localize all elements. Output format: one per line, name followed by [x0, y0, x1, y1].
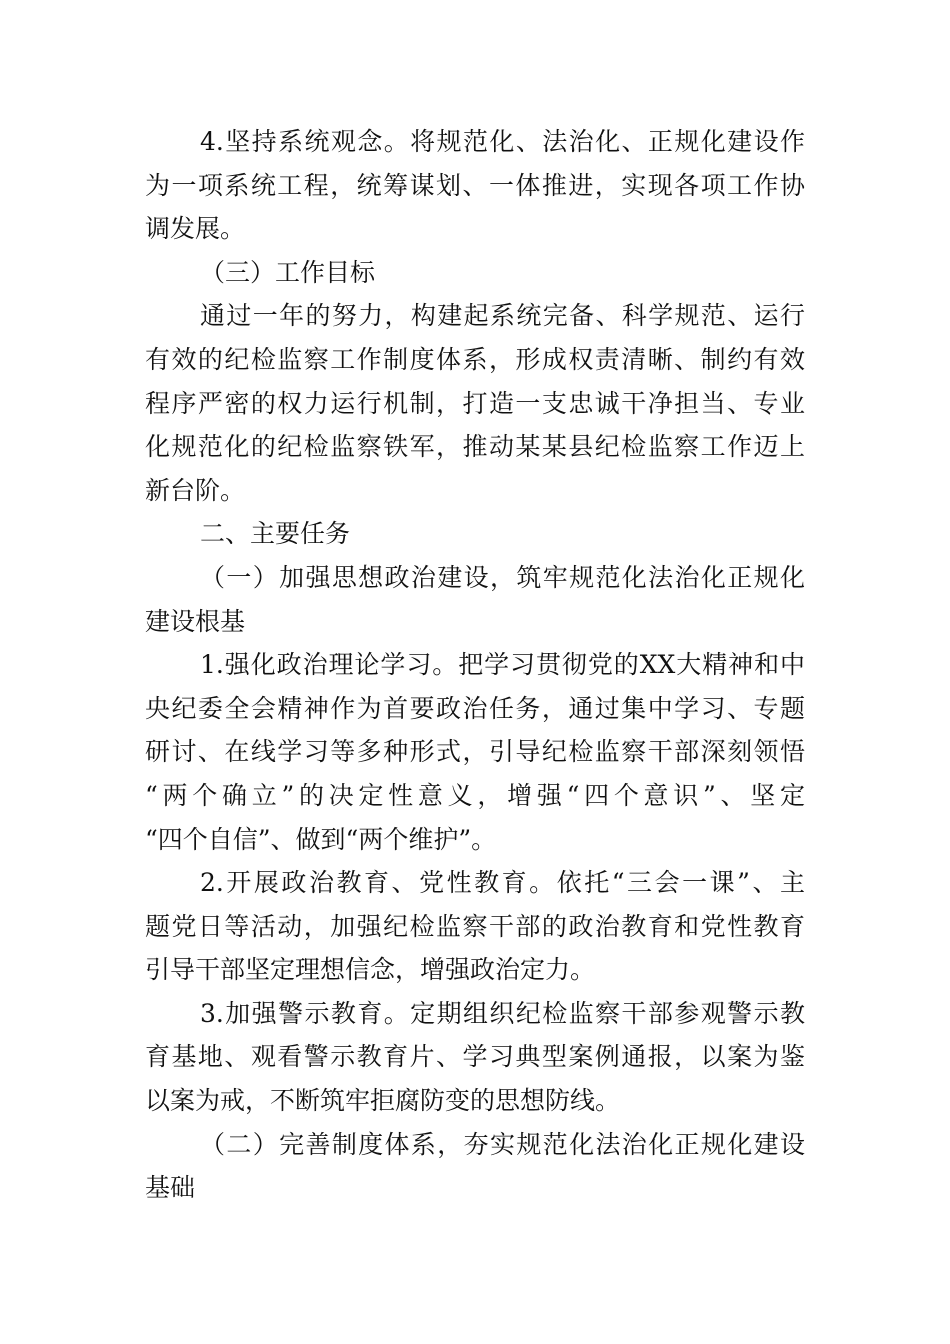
text-line: 题党日等活动，加强纪检监察干部的政治教育和党性教育 [145, 911, 805, 941]
text-line: （三）工作目标 [200, 257, 376, 287]
text-line: “四个自信”、做到“两个维护”。 [145, 824, 497, 854]
text-line: 新台阶。 [145, 475, 246, 505]
text-line: 1.强化政治理论学习。把学习贯彻党的XX大精神和中 [200, 650, 805, 680]
text-line: 化规范化的纪检监察铁军，推动某某县纪检监察工作迈上 [145, 432, 805, 462]
paragraph [145, 294, 805, 512]
document-page [145, 120, 805, 1210]
text-line: 央纪委全会精神作为首要政治任务，通过集中学习、专题 [145, 693, 805, 723]
text-line: 3.加强警示教育。定期组织纪检监察干部参观警示教 [200, 998, 805, 1028]
text-line: 基础 [145, 1173, 196, 1203]
text-line: （二）完善制度体系，夯实规范化法治化正规化建设 [200, 1129, 805, 1159]
text-line: 4.坚持系统观念。将规范化、法治化、正规化建设作 [200, 127, 805, 156]
text-line: 以案为戒，不断筑牢拒腐防变的思想防线。 [145, 1086, 621, 1116]
text-line: （一）加强思想政治建设，筑牢规范化法治化正规化 [200, 562, 805, 592]
paragraph [145, 512, 805, 556]
text-line: 引导干部坚定理想信念，增强政治定力。 [145, 955, 596, 985]
paragraph [145, 251, 805, 295]
paragraph [145, 992, 805, 1123]
text-line: 有效的纪检监察工作制度体系，形成权责清晰、制约有效 [145, 344, 805, 374]
text-line: 通过一年的努力，构建起系统完备、科学规范、运行 [200, 301, 805, 331]
text-line: 为一项系统工程，统筹谋划、一体推进，实现各项工作协 [145, 170, 805, 200]
text-line: 2.开展政治教育、党性教育。依托“三会一课”、主 [200, 868, 805, 898]
text-line: 研讨、在线学习等多种形式，引导纪检监察干部深刻领悟 [145, 737, 805, 767]
paragraph [145, 861, 805, 992]
paragraph [145, 556, 805, 643]
paragraph [145, 120, 805, 251]
text-line: 建设根基 [145, 606, 246, 636]
paragraph [145, 1123, 805, 1210]
text-line: 调发展。 [145, 214, 246, 244]
text-line: 育基地、观看警示教育片、学习典型案例通报，以案为鉴 [145, 1042, 805, 1072]
paragraph [145, 643, 805, 861]
text-line: 二、主要任务 [200, 519, 351, 549]
text-line: 程序严密的权力运行机制，打造一支忠诚干净担当、专业 [145, 388, 805, 418]
text-line: “两个确立”的决定性意义，增强“四个意识”、坚定 [145, 780, 805, 810]
